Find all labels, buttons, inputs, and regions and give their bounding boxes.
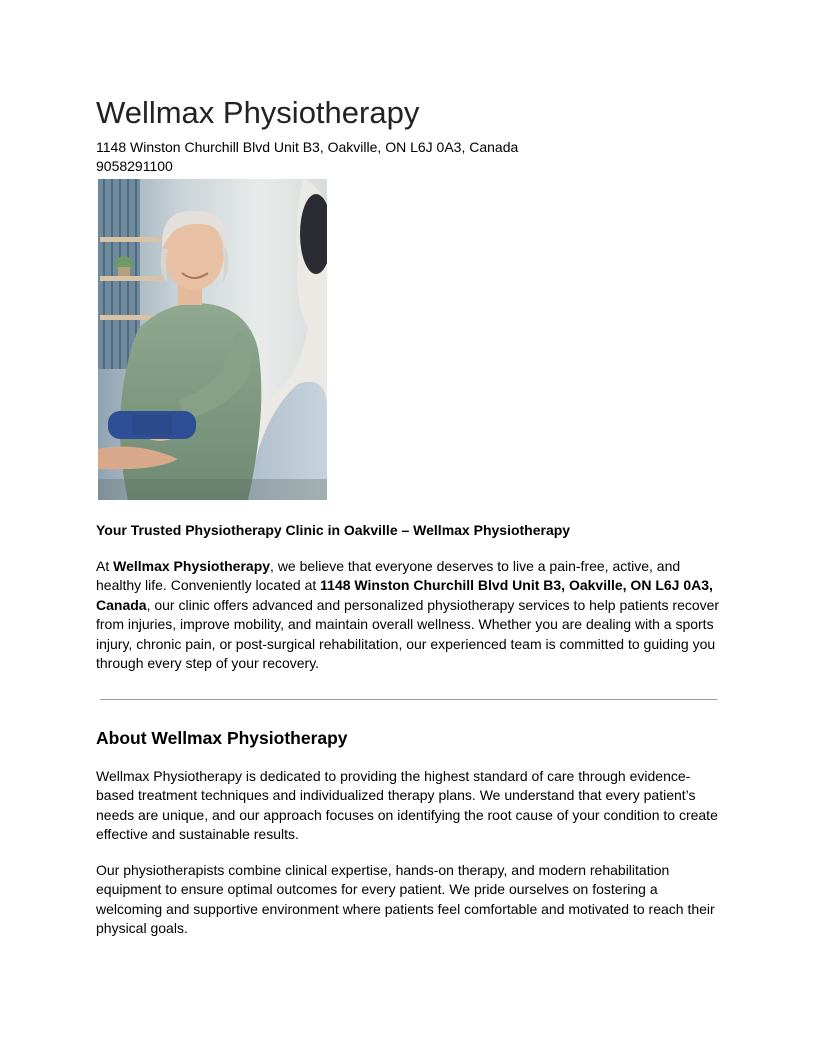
clinic-address: 1148 Winston Churchill Blvd Unit B3, Oakville, ON L6J 0A3, Canada <box>96 139 519 155</box>
about-paragraph-2: Our physiotherapists combine clinical expertise, hands-on therapy, and modern rehabilitation equipment to ensure optimal outcomes for every patient. We pride ourselves on fostering a welcoming and supportive environment where patients feel comfortable and motivated to reach their physical goals. <box>96 862 715 937</box>
intro-text-3: , our clinic offers advanced and personalized physiotherapy services to help patients recover from injuries, improve mobility, and maintain overall wellness. Whether you are dealing with a sports injury, chronic pain, or post-surgical rehabilitation, our experienced team is committed to guiding you through every step of your recovery. <box>96 596 720 672</box>
section-divider <box>100 699 717 700</box>
intro-bold-clinic-name: Wellmax Physiotherapy <box>113 558 271 574</box>
intro-bold-address: 1148 Winston Churchill Blvd Unit B3, Oakville, ON L6J 0A3, Canada <box>96 577 713 613</box>
about-heading: About Wellmax Physiotherapy <box>96 728 348 748</box>
intro-text-2: , we believe that everyone deserves to live a pain-free, active, and healthy life. Conveniently located at <box>96 558 681 594</box>
clinic-phone: 9058291100 <box>96 158 173 174</box>
intro-text-1: At <box>96 558 114 574</box>
clinic-photo-icon <box>98 179 327 500</box>
page-title: Wellmax Physiotherapy <box>96 95 420 130</box>
intro-paragraph <box>96 557 720 673</box>
clinic-photo <box>98 179 327 500</box>
intro-heading: Your Trusted Physiotherapy Clinic in Oakville – Wellmax Physiotherapy <box>96 522 571 538</box>
about-paragraph-1: Wellmax Physiotherapy is dedicated to providing the highest standard of care through evidence-based treatment techniques and individualized therapy plans. We understand that every patient’s needs are unique, and our approach focuses on identifying the root cause of your condition to create effective and sustainable results. <box>96 768 718 843</box>
